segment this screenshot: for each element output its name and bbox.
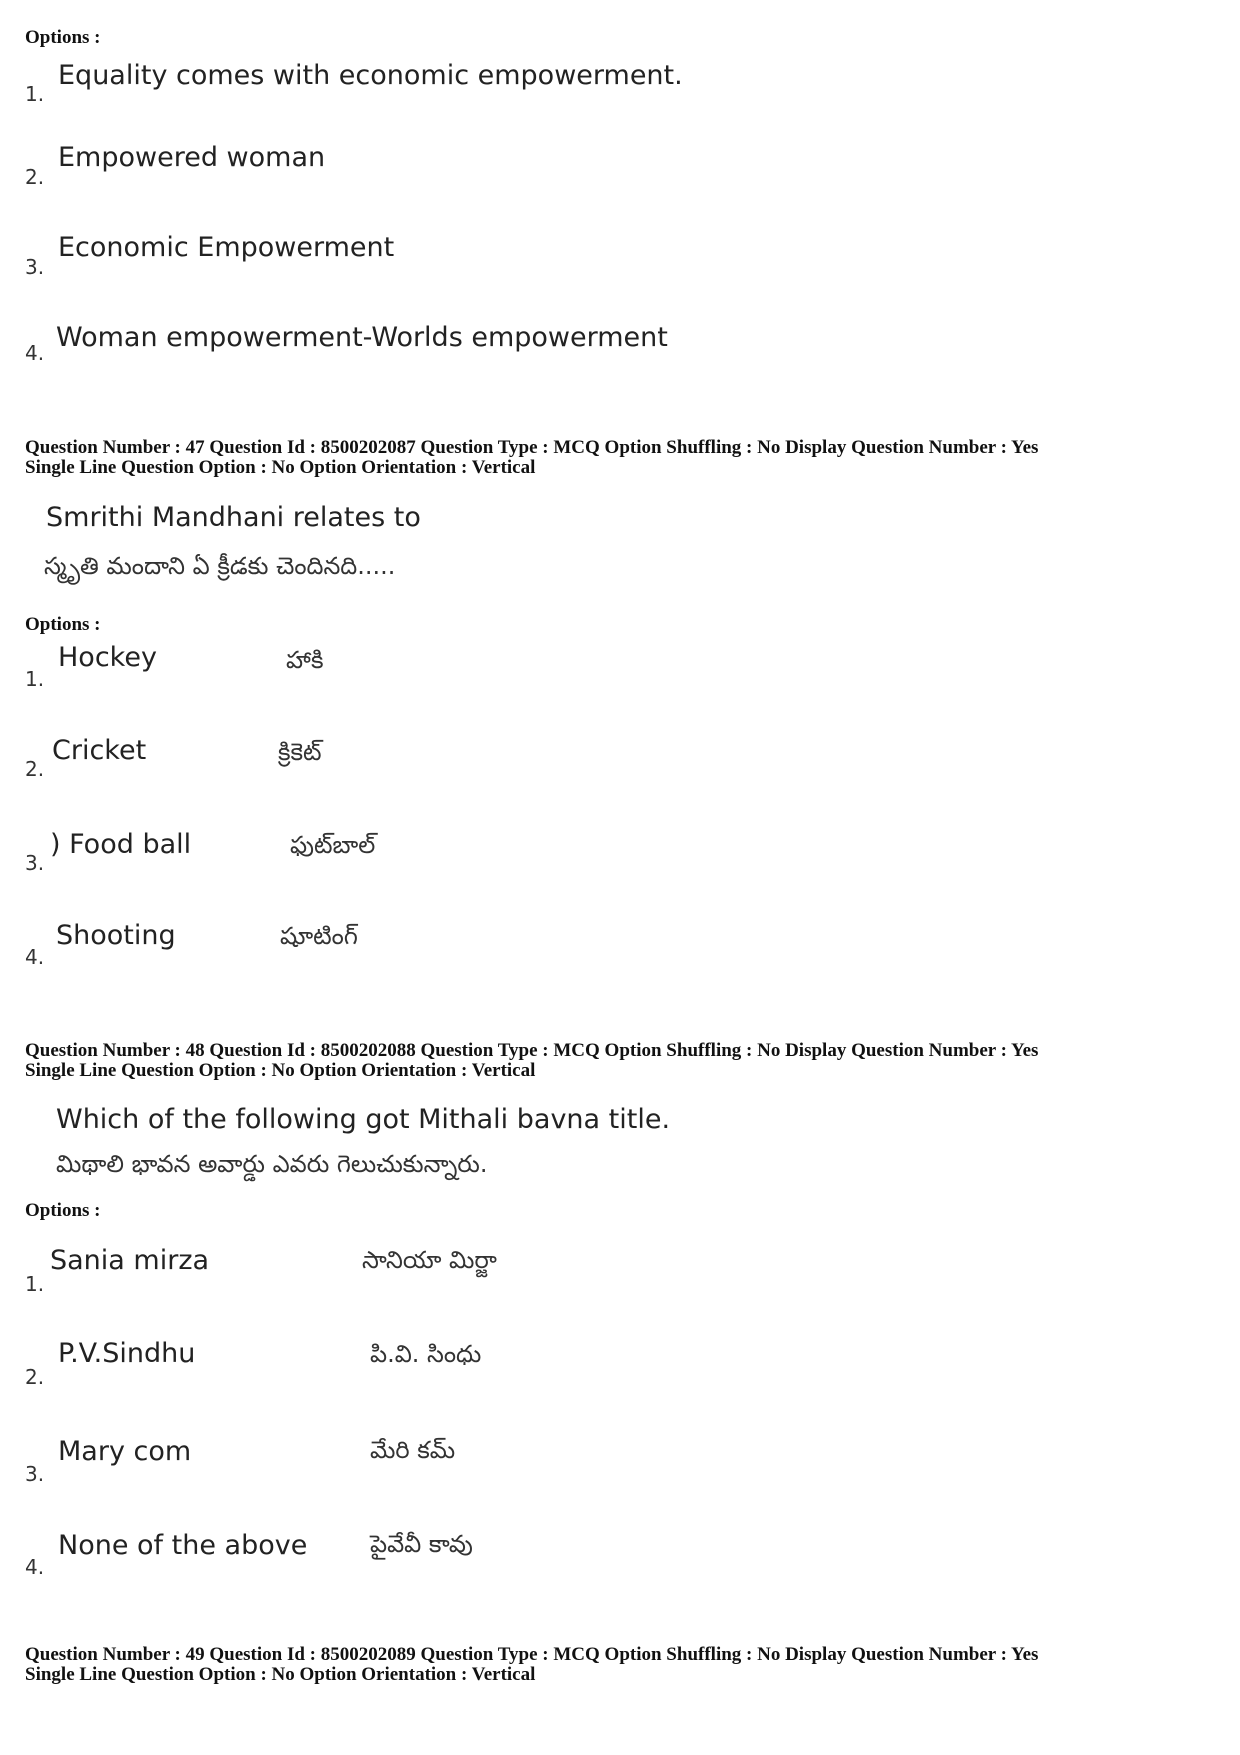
option-text: Sania mirza bbox=[50, 1245, 210, 1276]
option-number: 4. bbox=[25, 1555, 45, 1579]
question-text-telugu: మిథాలి భావన అవార్డు ఎవరు గెలుచుకున్నారు. bbox=[56, 1150, 488, 1178]
option-text-telugu: క్రికెట్ bbox=[278, 738, 322, 766]
option-text-telugu: పి.వి. సింధు bbox=[370, 1340, 482, 1368]
options-label: Options : bbox=[25, 27, 101, 48]
option-number: 1. bbox=[25, 82, 45, 106]
option-text: Mary com bbox=[58, 1436, 192, 1467]
option-text: ) Food ball bbox=[50, 829, 192, 860]
options-label: Options : bbox=[25, 1200, 101, 1221]
option-number: 4. bbox=[25, 341, 45, 365]
option-number: 2. bbox=[25, 757, 45, 781]
question-meta: Single Line Question Option : No Option Orientation : Vertical bbox=[25, 1060, 536, 1081]
option-text: P.V.Sindhu bbox=[58, 1338, 196, 1369]
option-number: 4. bbox=[25, 945, 45, 969]
question-text: Smrithi Mandhani relates to bbox=[46, 502, 421, 533]
option-text: None of the above bbox=[58, 1530, 308, 1561]
option-text: Empowered woman bbox=[58, 142, 326, 173]
option-number: 3. bbox=[25, 1462, 45, 1486]
question-meta: Single Line Question Option : No Option Orientation : Vertical bbox=[25, 457, 536, 478]
question-meta: Question Number : 47 Question Id : 8500202087 Question Type : MCQ Option Shuffling : No Display Question Number : Yes bbox=[25, 437, 1039, 458]
question-meta: Question Number : 48 Question Id : 8500202088 Question Type : MCQ Option Shuffling : No Display Question Number : Yes bbox=[25, 1040, 1039, 1061]
question-text-telugu: స్మృతి మందాని ఏ క్రీడకు చెందినది..... bbox=[44, 552, 396, 580]
option-text: Economic Empowerment bbox=[58, 232, 395, 263]
option-text: Cricket bbox=[52, 735, 147, 766]
option-text-telugu: ఫుట్‌బాల్ bbox=[290, 831, 376, 859]
option-number: 3. bbox=[25, 255, 45, 279]
option-number: 2. bbox=[25, 1365, 45, 1389]
option-text-telugu: మేరి కమ్ bbox=[370, 1436, 456, 1464]
option-text: Equality comes with economic empowerment. bbox=[58, 60, 683, 91]
option-text-telugu: షూటింగ్ bbox=[280, 922, 358, 950]
question-meta: Single Line Question Option : No Option Orientation : Vertical bbox=[25, 1664, 536, 1685]
options-label: Options : bbox=[25, 614, 101, 635]
option-text: Shooting bbox=[56, 920, 176, 951]
option-text: Hockey bbox=[58, 642, 157, 673]
option-number: 1. bbox=[25, 1272, 45, 1296]
question-text: Which of the following got Mithali bavna title. bbox=[56, 1104, 671, 1135]
option-text-telugu: పైవేవీ కావు bbox=[370, 1530, 473, 1558]
option-number: 2. bbox=[25, 165, 45, 189]
option-text-telugu: సానియా మిర్జా bbox=[362, 1246, 497, 1274]
option-number: 1. bbox=[25, 667, 45, 691]
option-text-telugu: హాకి bbox=[286, 646, 324, 674]
option-text: Woman empowerment-Worlds empowerment bbox=[56, 322, 668, 353]
option-number: 3. bbox=[25, 851, 45, 875]
question-meta: Question Number : 49 Question Id : 8500202089 Question Type : MCQ Option Shuffling : No Display Question Number : Yes bbox=[25, 1644, 1039, 1665]
